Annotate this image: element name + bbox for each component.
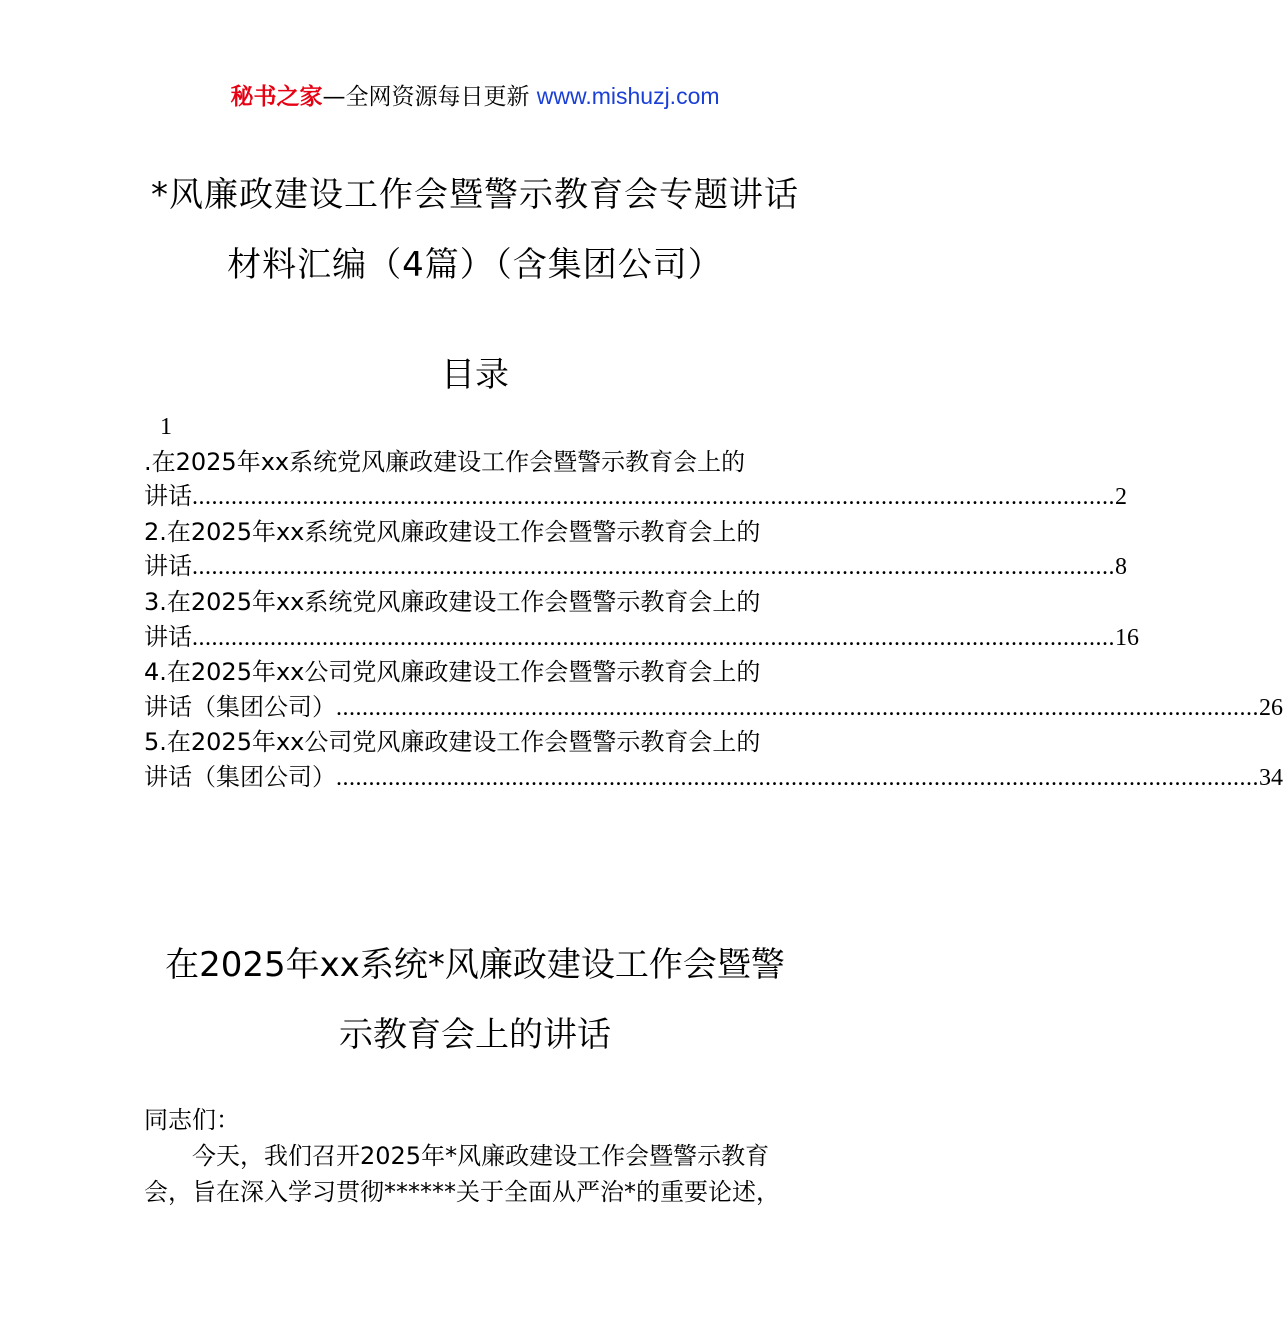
toc-entry[interactable]	[144, 585, 1139, 655]
toc-entry-title: 4.在2025年xx公司党风廉政建设工作会暨警示教育会上的	[144, 658, 761, 687]
toc-entry-title-cont: 讲话（集团公司）	[144, 762, 336, 791]
document-title-line2: 材料汇编（4篇）（含集团公司）	[227, 245, 723, 285]
section-title-line2: 示教育会上的讲话	[339, 1015, 611, 1055]
toc-entry-title: 5.在2025年xx公司党风廉政建设工作会暨警示教育会上的	[144, 728, 761, 757]
toc-entry[interactable]	[144, 515, 1127, 585]
document-title-line1: *风廉政建设工作会暨警示教育会专题讲话	[151, 175, 799, 215]
toc-leader-dots: ..............................................................................................................................................	[192, 624, 1115, 651]
toc-page-number: 16	[1115, 624, 1139, 651]
salutation: 同志们：	[144, 1106, 240, 1134]
document-title	[120, 172, 830, 288]
toc-heading: 目录	[441, 355, 509, 395]
toc-entry[interactable]	[144, 655, 1283, 725]
toc-page-number: 26	[1259, 694, 1283, 721]
section-title-line1: 在2025年xx系统*风廉政建设工作会暨警	[165, 945, 785, 985]
header-dash: —	[322, 84, 346, 110]
toc-page-number: 2	[1115, 484, 1127, 511]
speech-body	[144, 1102, 834, 1210]
paragraph-line: 今天，我们召开2025年*风廉政建设工作会暨警示教育	[192, 1142, 770, 1170]
toc-entry-title-cont: 讲话（集团公司）	[144, 692, 336, 721]
site-url-link[interactable]: www.mishuzj.com	[536, 83, 720, 109]
toc-entry-title: 3.在2025年xx系统党风廉政建设工作会暨警示教育会上的	[144, 587, 761, 616]
paragraph-line: 会，旨在深入学习贯彻******关于全面从严治*的重要论述，	[144, 1178, 780, 1206]
toc-entry-title-cont: 讲话	[144, 622, 192, 651]
toc-leader-dots: ..............................................................................................................................................	[336, 764, 1259, 791]
toc-entry-title-cont: 讲话	[144, 482, 192, 511]
toc-entry-title-cont: 讲话	[144, 552, 192, 581]
toc-leader-dots: ..............................................................................................................................................	[336, 694, 1259, 721]
toc-leader-dots: ..............................................................................................................................................	[192, 554, 1115, 581]
brand-name: 秘书之家	[230, 84, 323, 110]
header-tagline: 全网资源每日更新	[345, 84, 530, 110]
toc-entry-title: .在2025年xx系统党风廉政建设工作会暨警示教育会上的	[144, 447, 746, 476]
toc-page-number: 34	[1259, 764, 1283, 791]
site-header	[0, 80, 950, 113]
section-title	[120, 942, 830, 1058]
toc-entry-title: 2.在2025年xx系统党风廉政建设工作会暨警示教育会上的	[144, 517, 761, 546]
toc-page-number: 8	[1115, 554, 1127, 581]
toc-leader-dots: ..............................................................................................................................................	[192, 484, 1115, 511]
table-of-contents	[144, 410, 1283, 796]
toc-first-number: 1	[160, 414, 172, 440]
toc-entry[interactable]	[144, 445, 1127, 515]
toc-entry[interactable]	[144, 725, 1283, 795]
